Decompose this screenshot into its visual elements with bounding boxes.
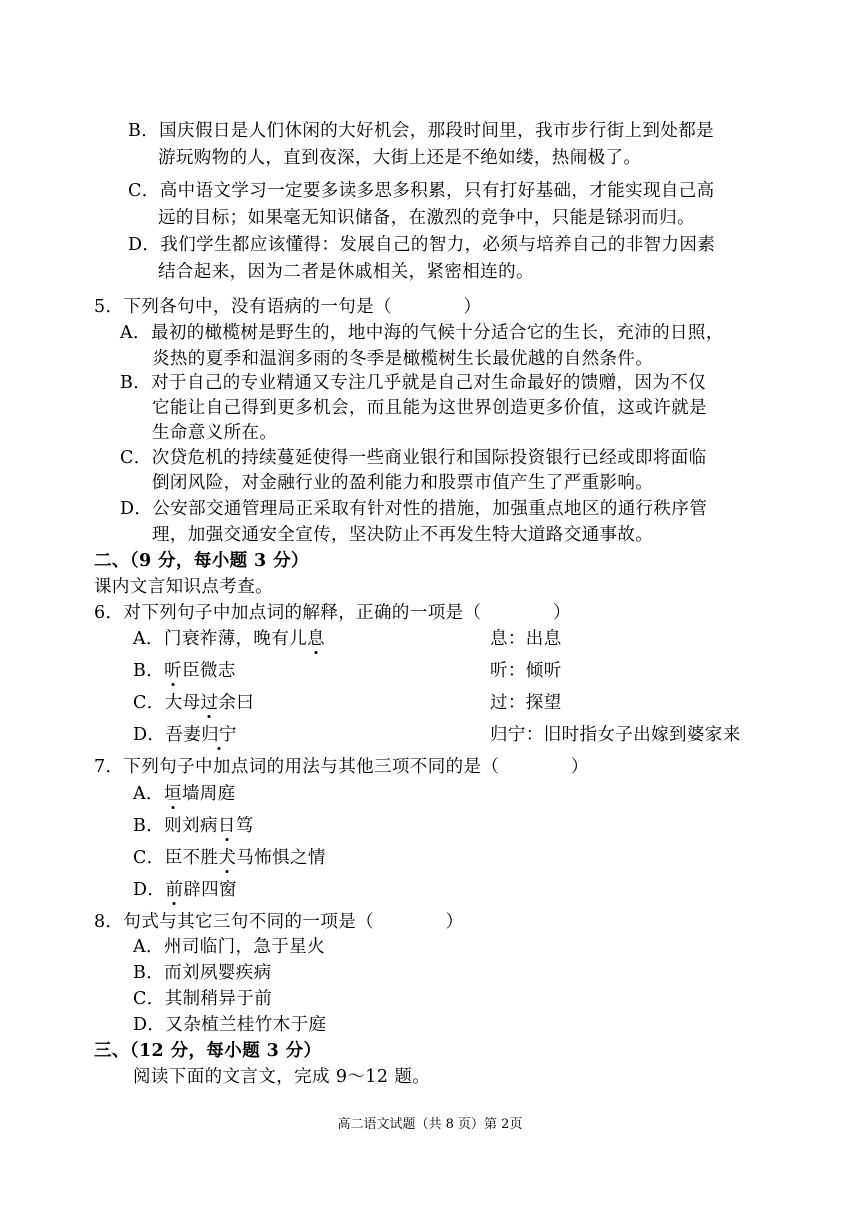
q4-option-d-line2: 结合起来，因为二者是休戚相关，紧密相连的。 [158,262,534,282]
q6-option-c: C．大母过余曰 [133,693,255,713]
q6-stem: 6．对下列句子中加点词的解释，正确的一项是（ ） [94,603,571,623]
q5-option-c-line2: 倒闭风险，对金融行业的盈利能力和股票市值产生了严重影响。 [152,473,654,493]
emphasis-dot-word: 前 [165,880,184,900]
q6-option-d-gloss: 归宁：旧时指女子出嫁到婆家来 [490,725,741,745]
emphasis-dot-word: 息 [307,629,326,649]
emphasis-dot-word: 垣 [163,784,182,804]
q8-option-b: B．而刘夙婴疾病 [133,963,272,983]
emphasis-dot-word: 听 [164,661,183,681]
q4-option-b-line2: 游玩购物的人，直到夜深，大街上还是不绝如缕，热闹极了。 [158,148,642,168]
section-3-intro: 阅读下面的文言文，完成 9～12 题。 [133,1067,431,1087]
q8-option-d: D．又杂植兰桂竹木于庭 [133,1015,327,1035]
q7-option-a: A．垣墙周庭 [133,784,236,804]
q7-option-d: D．前辟四窗 [133,880,237,900]
q6-option-a-gloss: 息：出息 [490,629,562,649]
q7-option-c: C．臣不胜犬马怖惧之情 [133,848,326,868]
q5-option-a-line2: 炎热的夏季和温润多雨的冬季是橄榄树生长最优越的自然条件。 [152,349,654,369]
q7-option-b: B．则刘病日笃 [133,816,254,836]
q5-option-b-line1: B．对于自己的专业精通又专注几乎就是自己对生命最好的馈赠，因为不仅 [120,373,707,393]
q8-option-a: A．州司临门，急于星火 [133,937,326,957]
emphasis-dot-word: 过 [200,693,219,713]
q6-option-a: A．门衰祚薄，晚有儿息 [133,629,326,649]
q6-option-b: B．听臣微志 [133,661,236,681]
section-3-heading: 三、（12 分，每小题 3 分） [94,1041,322,1061]
q8-stem: 8．句式与其它三句不同的一项是（ ） [94,912,464,932]
page-footer: 高二语文试题（共 8 页）第 2页 [337,1117,523,1132]
q7-stem: 7．下列句子中加点词的用法与其他三项不同的是（ ） [94,757,589,777]
emphasis-dot-word: 日 [217,816,236,836]
q4-option-c-line2: 远的目标；如果毫无知识储备，在激烈的竞争中，只能是铩羽而归。 [158,208,695,228]
q5-option-a-line1: A．最初的橄榄树是野生的，地中海的气候十分适合它的生长，充沛的日照， [120,323,724,343]
q5-option-b-line2: 它能让自己得到更多机会，而且能为这世界创造更多价值，这或许就是 [152,398,707,418]
q4-option-b-line1: B．国庆假日是人们休闲的大好机会，那段时间里，我市步行街上到处都是 [128,121,715,141]
q5-stem: 5．下列各句中，没有语病的一句是（ ） [94,297,482,317]
emphasis-dot-word: 犬 [218,848,237,868]
q5-option-d-line1: D．公安部交通管理局正采取有针对性的措施，加强重点地区的通行秩序管 [120,499,708,519]
q6-option-d: D．吾妻归宁 [133,725,237,745]
section-2-heading: 二、（9 分，每小题 3 分） [94,551,309,571]
q4-option-c-line1: C．高中语文学习一定要多读多思多积累，只有打好基础，才能实现自己高 [128,181,715,201]
section-2-intro: 课内文言知识点考查。 [94,577,273,597]
q6-option-c-gloss: 过：探望 [490,693,562,713]
q5-option-c-line1: C．次贷危机的持续蔓延使得一些商业银行和国际投资银行已经或即将面临 [120,448,707,468]
q5-option-b-line3: 生命意义所在。 [152,423,278,443]
emphasis-dot-word: 归宁 [201,725,237,745]
q8-option-c: C．其制稍异于前 [133,989,273,1009]
q5-option-d-line2: 理，加强交通安全宣传，坚决防止不再发生特大道路交通事故。 [152,525,654,545]
q6-option-b-gloss: 听：倾听 [490,661,562,681]
q4-option-d-line1: D．我们学生都应该懂得：发展自己的智力，必须与培养自己的非智力因素 [128,235,716,255]
